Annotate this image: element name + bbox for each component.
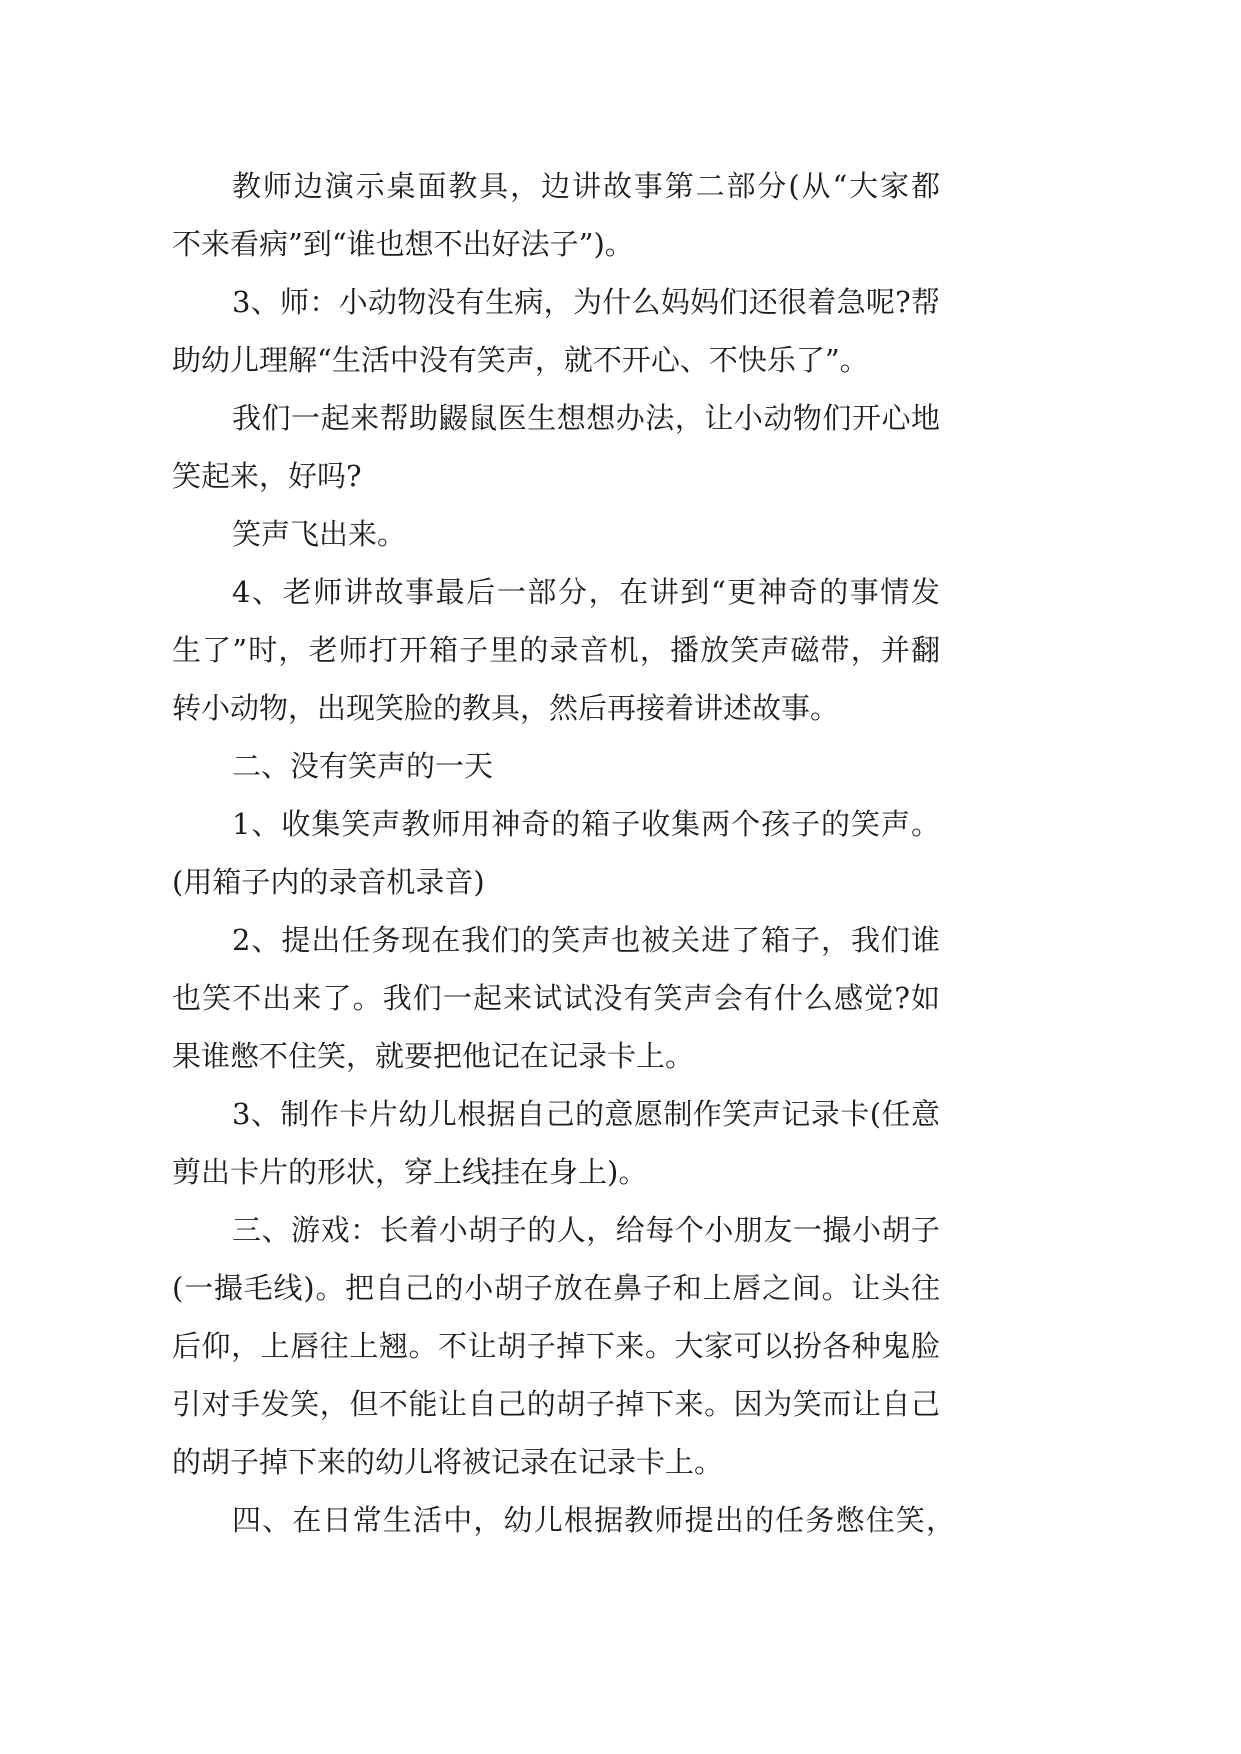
paragraph [172,157,940,273]
paragraph [172,795,940,911]
paragraph [172,273,940,389]
paragraph [172,1085,940,1201]
text-line: 不来看病”到“谁也想不出好法子”)。 [172,227,634,261]
text-line: 2、提出任务现在我们的笑声也被关进了箱子，我们谁 [232,923,940,957]
text-line: 笑声飞出来。 [232,517,407,551]
text-line: 笑起来，好吗? [172,459,362,493]
text-line: (用箱子内的录音机录音) [172,865,485,899]
text-line: 我们一起来帮助鼹鼠医生想想办法，让小动物们开心地 [232,401,940,435]
text-line: 二、没有笑声的一天 [232,749,494,783]
document-body [172,157,955,1549]
paragraph [172,911,940,1085]
text-line: 教师边演示桌面教具，边讲故事第二部分(从“大家都 [232,169,940,203]
text-line: 助幼儿理解“生活中没有笑声，就不开心、不快乐了”。 [172,343,869,377]
text-line: (一撮毛线)。把自己的小胡子放在鼻子和上唇之间。让头往 [172,1271,940,1305]
text-line: 三、游戏：长着小胡子的人，给每个小朋友一撮小胡子 [232,1213,940,1247]
text-line: 引对手发笑，但不能让自己的胡子掉下来。因为笑而让自己 [172,1387,940,1421]
text-line: 后仰，上唇往上翘。不让胡子掉下来。大家可以扮各种鬼脸 [172,1329,940,1363]
section-heading [172,737,940,795]
text-line: 4、老师讲故事最后一部分，在讲到“更神奇的事情发 [232,575,940,609]
text-line: 也笑不出来了。我们一起来试试没有笑声会有什么感觉?如 [172,981,940,1015]
paragraph [172,1201,940,1491]
paragraph [172,505,940,563]
text-line: 生了”时，老师打开箱子里的录音机，播放笑声磁带，并翻 [172,633,940,667]
text-line: 1、收集笑声教师用神奇的箱子收集两个孩子的笑声。 [232,807,940,841]
text-line: 剪出卡片的形状，穿上线挂在身上)。 [172,1155,648,1189]
text-line: 果谁憋不住笑，就要把他记在记录卡上。 [172,1039,695,1073]
text-line: 的胡子掉下来的幼儿将被记录在记录卡上。 [172,1445,724,1479]
paragraph [172,389,940,505]
paragraph [172,563,940,737]
text-line: 3、师：小动物没有生病，为什么妈妈们还很着急呢?帮 [232,285,940,319]
text-line: 转小动物，出现笑脸的教具，然后再接着讲述故事。 [172,691,840,725]
text-line: 3、制作卡片幼儿根据自己的意愿制作笑声记录卡(任意 [232,1097,940,1131]
paragraph [172,1491,955,1549]
text-line: 四、在日常生活中，幼儿根据教师提出的任务憋住笑， [232,1503,955,1537]
